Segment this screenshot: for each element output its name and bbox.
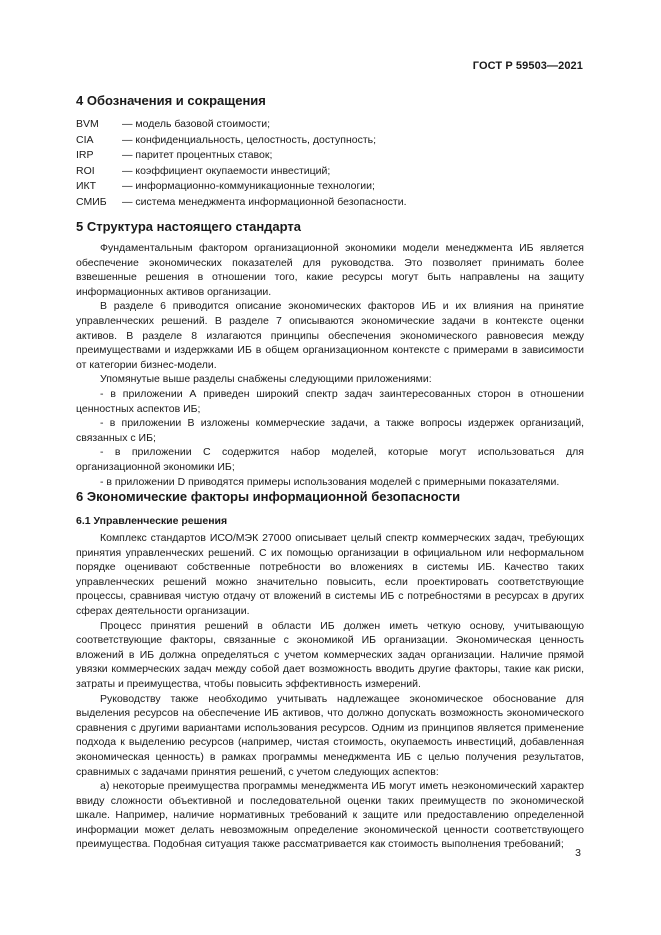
paragraph: В разделе 6 приводится описание экономических факторов ИБ и их влияния на принятие управленческих решений. В разделе 7 описываются экономические задачи в контексте оценки активов. В разделе 8 излагаются принципы обеспечения экономического равновесия между преимуществами и издержками ИБ в общем организационном контексте с примерами в зависимости от категории бизнес-модели. bbox=[76, 300, 584, 371]
abbreviation-term: СМИБ bbox=[76, 195, 107, 208]
abbreviations-list bbox=[76, 117, 596, 211]
paragraph: Руководству также необходимо учитывать надлежащее экономическое обоснование для выделения ресурсов на обеспечение ИБ активов, что должно допускать возможность экономического сравнения с другими вариантами использования ресурсов. Одним из принципов является применение подхода к выделению ресурсов (например, чистая стоимость, окупаемость инвестиций, добавленная экономическая ценность) в рамках программы менеджмента ИБ с целью получения результатов, сравнимых с задачами принятия решений, с учетом следующих аспектов: bbox=[76, 692, 584, 778]
abbreviation-definition: — паритет процентных ставок; bbox=[122, 149, 273, 162]
section-6-title: 6 Экономические факторы информационной безопасности bbox=[76, 489, 461, 504]
list-item: а) некоторые преимущества программы менеджмента ИБ могут иметь неэкономический характер ввиду сложности объективной и последовательной оценки таких преимуществ по экономической шкале. Например, наличие нормативных требований к защите или предоставлению определенной информации может делать невозможным определение экономической ценности соответствующего преимущества. Подобная ситуация также рассматривается как стоимость выполнения требований; bbox=[76, 780, 584, 851]
standard-header: ГОСТ Р 59503—2021 bbox=[472, 60, 583, 72]
list-item: - в приложении А приведен широкий спектр задач заинтересованных сторон в отношении ценностных аспектов ИБ; bbox=[76, 387, 584, 415]
list-item: - в приложении В изложены коммерческие задачи, а также вопросы издержек организаций, связанных с ИБ; bbox=[76, 417, 584, 444]
abbreviation-row bbox=[76, 148, 596, 164]
abbreviation-definition: — модель базовой стоимости; bbox=[122, 118, 271, 130]
page-number: 3 bbox=[575, 847, 581, 859]
abbreviation-definition: — коэффициент окупаемости инвестиций; bbox=[122, 164, 331, 177]
abbreviation-term: BVM bbox=[76, 118, 99, 130]
paragraph: Процесс принятия решений в области ИБ должен иметь четкую основу, учитывающую соответствующие факторы, связанные с экономикой ИБ организации. Экономическая ценность вложений в ИБ должна определяться с учетом коммерческих задач организации. Наличие прямой увязки коммерческих задач между собой дает возможность вводить другие факторы, такие как риски, затраты и преимущества, чтобы повысить эффективность измерений. bbox=[76, 619, 584, 690]
abbreviation-row bbox=[76, 117, 596, 133]
section-6-body bbox=[76, 531, 584, 852]
section-5-body bbox=[76, 241, 584, 489]
paragraph: Упомянутые выше разделы снабжены следующими приложениями: bbox=[100, 373, 432, 386]
abbreviation-term: ROI bbox=[76, 164, 95, 177]
abbreviation-row bbox=[76, 164, 596, 180]
abbreviation-term: IRP bbox=[76, 149, 94, 162]
abbreviation-row bbox=[76, 133, 596, 149]
paragraph: Комплекс стандартов ИСО/МЭК 27000 описывает целый спектр коммерческих задач, требующих принятия управленческих решений. С их помощью организации в официальном или неформальном порядке оценивают собственные потребности во вложениях в системы ИБ. Качество таких управленческих решений можно значительно повысить, если проектировать соответствующие процессы, сравнивая чистую отдачу от вложений в системы ИБ с потребностями в ресурсах в других сферах деятельности организации. bbox=[76, 532, 584, 617]
list-item: - в приложении С содержится набор моделей, которые могут использоваться для организационной экономики ИБ; bbox=[76, 446, 584, 473]
subsection-6-1-title: 6.1 Управленческие решения bbox=[76, 515, 228, 527]
abbreviation-term: CIA bbox=[76, 133, 94, 146]
section-5-title: 5 Структура настоящего стандарта bbox=[76, 219, 302, 234]
abbreviation-row bbox=[76, 195, 596, 211]
list-item: - в приложении D приводятся примеры использования моделей с примерными показателями. bbox=[100, 475, 560, 488]
section-4-title: 4 Обозначения и сокращения bbox=[76, 93, 266, 108]
abbreviation-definition: — информационно-коммуникационные технологии; bbox=[122, 180, 375, 193]
abbreviation-definition: — конфиденциальность, целостность, доступность; bbox=[122, 133, 377, 146]
paragraph: Фундаментальным фактором организационной экономики модели менеджмента ИБ является обеспечение экономических показателей для руководства. Это позволяет принимать более взвешенные решения в отношении того, какие ресурсы могут быть направлены на защиту информационных активов организации. bbox=[76, 242, 584, 298]
abbreviation-definition: — система менеджмента информационной безопасности. bbox=[122, 195, 407, 208]
abbreviation-row bbox=[76, 179, 596, 195]
abbreviation-term: ИКТ bbox=[76, 180, 97, 193]
